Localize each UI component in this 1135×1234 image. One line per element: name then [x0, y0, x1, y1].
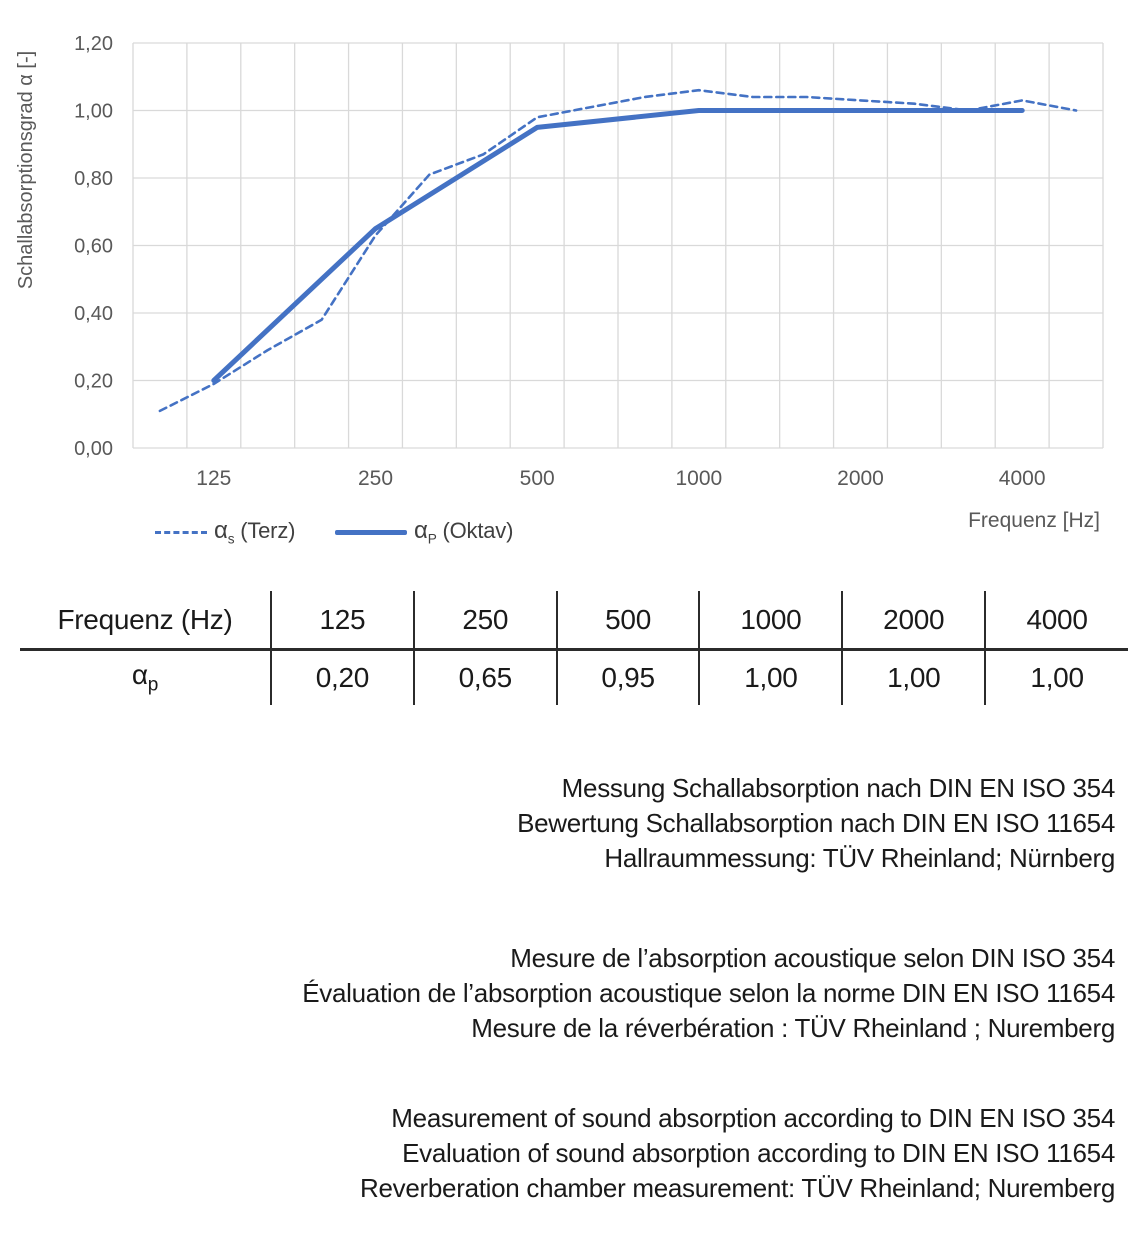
table-header-cell: 4000: [985, 591, 1128, 650]
table-header-cell: 1000: [699, 591, 842, 650]
table-cell: 1,00: [1030, 662, 1084, 693]
table-header-frequency: Frequenz (Hz): [20, 591, 271, 650]
absorption-chart-canvas: [0, 0, 1135, 565]
x-tick-label: 2000: [837, 467, 884, 490]
oktav-legend-label: $\alpha_P$ (Oktav): [414, 517, 514, 547]
legend-item-terz: [155, 517, 295, 547]
y-tick-label: 0,40: [74, 303, 113, 325]
terz-legend-label: $\alpha_s$ (Terz): [214, 517, 296, 547]
note-line: Messung Schallabsorption nach DIN EN ISO 354: [561, 773, 1115, 803]
absorption-chart: [0, 0, 1135, 565]
x-tick-label: 1000: [675, 467, 723, 490]
note-line: Hallraummessung: TÜV Rheinland; Nürnberg: [604, 843, 1115, 873]
x-tick-label: 4000: [998, 467, 1046, 490]
table-cell: 1,00: [842, 650, 985, 706]
table-header-row: [20, 591, 1128, 650]
y-tick-label: 0,20: [74, 370, 113, 393]
note-line: Bewertung Schallabsorption nach DIN EN ISO 11654: [517, 808, 1115, 838]
table-cell: 0,20: [271, 650, 414, 706]
note-line: Reverberation chamber measurement: TÜV Rheinland; Nuremberg: [360, 1173, 1115, 1203]
table-header-cell: 125: [271, 591, 414, 650]
table-row-label-alpha-p: $\alpha_p$: [20, 650, 271, 706]
y-tick-label: 1,00: [74, 100, 113, 123]
table-cell: 0,65: [414, 650, 557, 706]
y-tick-label: 1,20: [74, 33, 113, 55]
note-line: Évaluation de l’absorption acoustique selon la norme DIN EN ISO 11654: [302, 978, 1115, 1008]
table-cell: 0,95: [557, 650, 700, 706]
note-line: Mesure de la réverbération : TÜV Rheinland ; Nuremberg: [471, 1013, 1115, 1043]
table-header-cell: 2000: [842, 591, 985, 650]
x-tick-label: 250: [357, 467, 394, 490]
notes-english: [20, 1101, 1115, 1206]
x-tick-label: 125: [196, 467, 232, 490]
note-line: Mesure de l’absorption acoustique selon DIN ISO 354: [510, 943, 1115, 973]
table-alpha-row: [20, 650, 1128, 706]
table-header-cell: 250: [414, 591, 557, 650]
note-line: Measurement of sound absorption according to DIN EN ISO 354: [391, 1103, 1115, 1133]
x-tick-label: 500: [519, 467, 555, 490]
legend-item-oktav: [335, 517, 513, 547]
table-header-cell: 500: [557, 591, 700, 650]
notes-german: [20, 771, 1115, 876]
x-axis-title: Frequenz [Hz]: [968, 509, 1100, 532]
oktav-solid-line-sample: [335, 530, 407, 535]
absorption-value-table: [20, 591, 1128, 705]
table-cell: 1,00: [699, 650, 842, 706]
note-line: Evaluation of sound absorption according to DIN EN ISO 11654: [402, 1138, 1115, 1168]
y-tick-label: 0,00: [74, 438, 113, 460]
y-tick-label: 0,80: [74, 168, 113, 190]
notes-french: [20, 941, 1115, 1046]
y-axis-title: Schallabsorptionsgrad α [-]: [15, 50, 37, 290]
y-tick-label: 0,60: [74, 235, 113, 258]
terz-dashed-line-sample: [155, 531, 207, 534]
